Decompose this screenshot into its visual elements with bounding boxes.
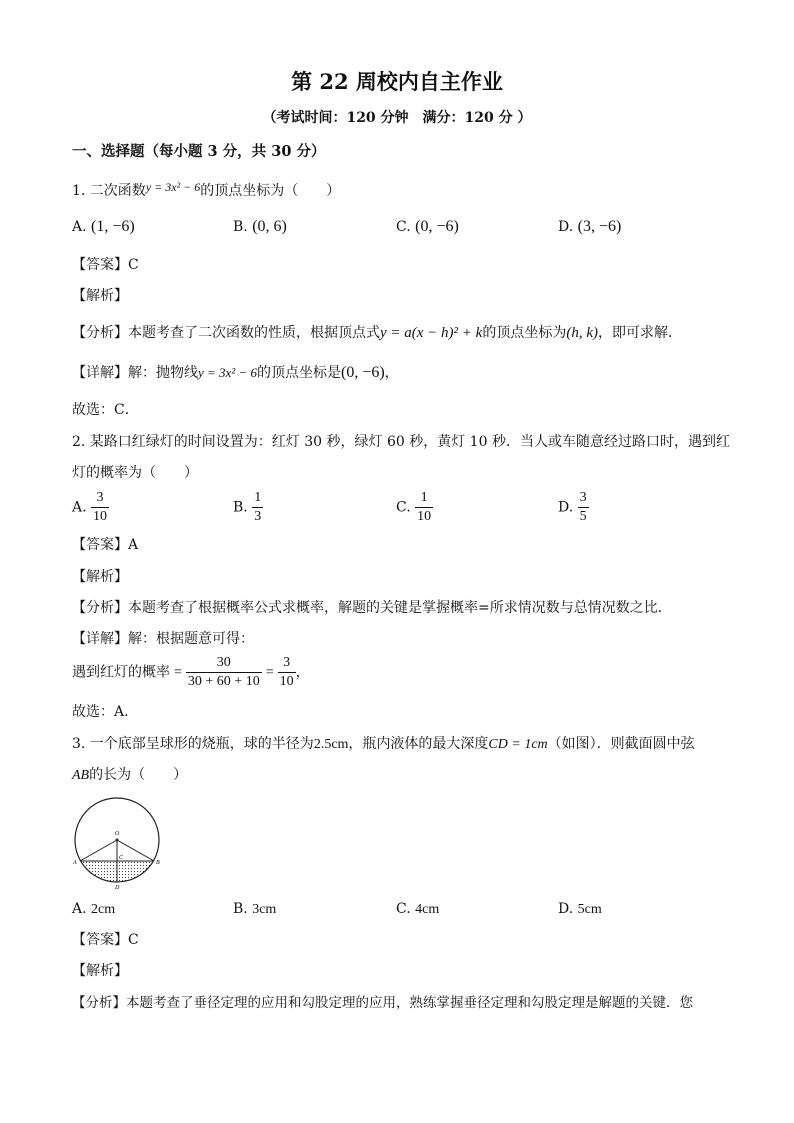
option-letter: D.: [558, 499, 574, 516]
exam-info: （考试时间：120 分钟 满分：120 分 ）: [262, 110, 532, 126]
label-o: O: [115, 831, 120, 837]
q1-option-c: [396, 218, 459, 236]
text: ，: [384, 365, 399, 381]
equals-sign: =: [174, 664, 182, 680]
q1-option-b: [233, 218, 287, 236]
question-2-stem-line1: 2. 某路口红绿灯的时间设置为：红灯 30 秒，绿灯 60 秒，黄灯 10 秒．当人或车随意经过路口时，遇到红: [72, 434, 730, 450]
option-value: 5cm: [577, 902, 602, 917]
label-c: C: [119, 855, 124, 861]
numerator: 3: [578, 489, 589, 508]
text: 的顶点坐标为: [482, 325, 567, 341]
numerator: 1: [415, 489, 433, 508]
question-3-stem-line2: [72, 766, 187, 785]
q3-option-b: [233, 900, 276, 919]
equals-sign: =: [265, 664, 274, 680]
option-letter: B.: [233, 499, 248, 516]
denominator: 5: [579, 509, 587, 524]
q2-option-c: [396, 489, 433, 526]
text: 遇到红灯的概率: [72, 664, 170, 681]
q1-choose: 故选：C．: [72, 402, 139, 418]
denominator: 30 + 60 + 10: [187, 674, 260, 689]
q2-choose: 故选：A．: [72, 704, 139, 720]
option-letter: D.: [558, 219, 574, 235]
q3-answer: 【答案】C: [72, 932, 139, 948]
q2-answer: 【答案】A: [72, 537, 139, 553]
numerator: 3: [91, 489, 109, 508]
q1-detail: [72, 364, 399, 382]
text: 的长为（ ）: [89, 767, 188, 783]
q3-option-a: [72, 900, 115, 919]
text: ，瓶内液体的最大深度: [348, 736, 489, 752]
option-letter: B.: [233, 901, 248, 917]
q1-answer: 【答案】C: [72, 257, 139, 273]
q2-analysis: 【分析】本题考查了根据概率公式求概率，解题的关键是掌握概率=所求情况数与总情况数之比．: [72, 600, 672, 616]
q3-option-c: [396, 900, 439, 919]
q1-formula: y = 3x² − 6: [145, 180, 201, 194]
text: 的顶点坐标是: [256, 365, 341, 381]
q2-calculation: [72, 654, 310, 691]
denominator: 10: [93, 509, 108, 524]
q1-option-a: [72, 218, 135, 236]
option-value: 3cm: [252, 902, 277, 917]
denominator: 10: [417, 509, 432, 524]
option-value: 2cm: [91, 902, 116, 917]
q2-option-b: [233, 489, 263, 526]
parabola-formula: y = 3x² − 6: [198, 365, 257, 380]
q2-option-d: [558, 489, 589, 526]
vertex-coordinate: (h, k): [566, 325, 598, 341]
vertex-result: (0, −6): [340, 364, 385, 381]
denominator: 3: [254, 509, 262, 524]
q1-option-d: [558, 218, 621, 236]
q2-option-a: [72, 489, 109, 526]
chord-name: AB: [72, 768, 90, 783]
label-a: A: [73, 860, 77, 866]
label-b: B: [156, 860, 160, 866]
option-fraction: [578, 489, 589, 526]
radius-value: 2.5cm: [313, 737, 349, 752]
option-letter: B.: [233, 219, 248, 235]
radius-oa: [80, 840, 117, 861]
option-letter: C.: [396, 219, 411, 235]
q1-analysis: [72, 324, 682, 342]
option-letter: A.: [72, 219, 87, 235]
option-letter: C.: [396, 901, 411, 917]
question-1-stem: [72, 178, 340, 200]
circle-figure: [70, 795, 165, 890]
numerator: 3: [278, 654, 296, 673]
q1-analysis-label: 【解析】: [72, 288, 128, 304]
numerator: 1: [252, 489, 263, 508]
q3-analysis: 【分析】本题考查了垂径定理的应用和勾股定理的应用，熟练掌握垂径定理和勾股定理是解题的关键．您: [72, 995, 693, 1011]
section-heading: 一、选择题（每小题 3 分，共 30 分）: [72, 143, 326, 160]
text: ，即可求解．: [597, 325, 682, 341]
option-fraction: [415, 489, 433, 526]
text: 【分析】本题考查了二次函数的性质，根据顶点式: [72, 325, 380, 341]
q3-analysis-label: 【解析】: [72, 963, 128, 979]
option-fraction: [252, 489, 263, 526]
option-letter: D.: [558, 901, 574, 917]
depth-value: CD = 1cm: [488, 737, 548, 752]
text: 3. 一个底部呈球形的烧瓶，球的半径为: [72, 736, 314, 752]
option-value: (3, −6): [577, 218, 622, 235]
question-2-stem-line2: 灯的概率为（ ）: [72, 465, 198, 481]
page-title: 第 22 周校内自主作业: [291, 69, 503, 94]
text: 【详解】解：抛物线: [72, 365, 198, 381]
option-value: 4cm: [415, 902, 440, 917]
label-d: D: [115, 885, 120, 890]
vertex-form-formula: y = a(x − h)² + k: [380, 325, 483, 341]
q2-detail: 【详解】解：根据题意可得：: [72, 631, 254, 647]
center-point: [116, 839, 119, 842]
denominator: 10: [279, 674, 294, 689]
probability-fraction: [186, 654, 262, 691]
numerator: 30: [186, 654, 262, 673]
option-letter: A.: [72, 901, 87, 917]
result-fraction: [278, 654, 296, 691]
option-letter: A.: [72, 499, 87, 516]
option-value: (0, −6): [415, 218, 459, 235]
option-value: (1, −6): [91, 218, 135, 235]
q2-analysis-label: 【解析】: [72, 569, 128, 585]
option-value: (0, 6): [252, 218, 287, 235]
text: （如图）．则截面圆中弦: [547, 736, 695, 752]
option-fraction: [91, 489, 109, 526]
option-letter: C.: [396, 499, 411, 516]
q3-option-d: [558, 900, 602, 919]
question-3-stem-line1: [72, 735, 695, 754]
text: ，: [295, 664, 310, 681]
q1-prefix: 1. 二次函数: [72, 183, 146, 199]
q1-suffix: 的顶点坐标为（ ）: [200, 183, 341, 199]
